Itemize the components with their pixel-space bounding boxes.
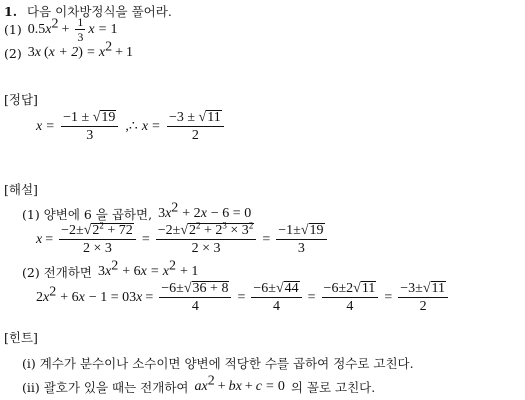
- item-label: (1): [4, 22, 22, 37]
- coef: 0.5: [27, 21, 46, 37]
- solution-header: [해설]: [4, 182, 38, 197]
- equals: =: [46, 118, 55, 134]
- answer-line: [36, 110, 227, 143]
- problem-number: 1.: [4, 4, 18, 19]
- answer-fraction-2: −3 ± √ 11 2: [167, 110, 224, 143]
- hint-header: [힌트]: [4, 330, 38, 345]
- equals: =: [98, 21, 107, 37]
- solution-step1-fractions: x = −2± √ $2^2 + 72$ 2 × 3 = −2± √ $2^2 + 2^3 \times 3^2$ 2 × 3 = −1± √ 19 3: [36, 223, 330, 256]
- coef: 3: [27, 45, 35, 60]
- problem-item-1: [4, 16, 117, 43]
- answer-fraction-1: −1 ± √ 19 3: [61, 110, 118, 143]
- problem-item-2: [4, 39, 133, 61]
- var: $x^2$: [98, 39, 113, 60]
- rhs: 1: [110, 21, 118, 37]
- paren-open: (: [43, 45, 49, 60]
- solution-step2-fractions: 2 $x^2$ + 6 x − 1 = 0 3 x = −6± √ 36 + 8 4 = −6± √ 44 4 = −6±2 √ 11 4 = −3± √ 11 2: [36, 281, 451, 314]
- step1-fraction-3: −1± √ 19 3: [276, 223, 326, 256]
- var: x: [36, 118, 43, 134]
- var: x: [141, 118, 149, 134]
- step2-fraction-1: −6± √ 36 + 8 4: [159, 281, 231, 314]
- solution-step2-text: (2) 전개하면 3 $x^2$ + 6 x = $x^2$ + 1: [22, 258, 199, 280]
- step2-fraction-2: −6± √ 44 4: [251, 281, 301, 314]
- var: $x^2$: [45, 15, 59, 37]
- plus: +: [115, 45, 123, 60]
- item-label: (2): [4, 45, 22, 61]
- answer-header: [정답]: [4, 92, 38, 107]
- paren-close: ): [78, 45, 83, 60]
- hint-line-1: (i) 계수가 분수이나 소수이면 양변에 적당한 수를 곱하여 정수로 고친다.: [22, 356, 414, 371]
- var: x: [88, 21, 95, 37]
- therefore: ,∴: [125, 119, 138, 134]
- problem-instruction: 다음 이차방정식을 풀어라.: [27, 4, 172, 19]
- solution-step1-text: (1) 양변에 6 을 곱하면, 3 $x^2$ + 2 x − 6 = 0: [22, 200, 252, 222]
- fraction: [75, 16, 85, 43]
- paren-inner: x + 2: [48, 45, 79, 60]
- step1-fraction-1: −2± √ $2^2 + 72$ 2 × 3: [59, 223, 136, 256]
- step2-fraction-3: −6±2 √ 11 4: [322, 281, 379, 314]
- equals: =: [86, 45, 95, 60]
- frac-den: 3: [77, 30, 84, 44]
- var: x: [34, 45, 41, 60]
- step1-fraction-2: −2± √ $2^2 + 2^3 \times 3^2$ 2 × 3: [156, 223, 257, 256]
- hint-line-2: (ii) 괄호가 있을 때는 전개하여 $ax^2$ + bx + c = 0 의 꼴로 고친다.: [22, 373, 376, 395]
- plus: +: [61, 21, 70, 37]
- step2-fraction-4: −3± √ 11 2: [398, 281, 448, 314]
- equals: =: [152, 118, 160, 134]
- frac-num: 1: [77, 15, 84, 29]
- const: 1: [125, 45, 133, 60]
